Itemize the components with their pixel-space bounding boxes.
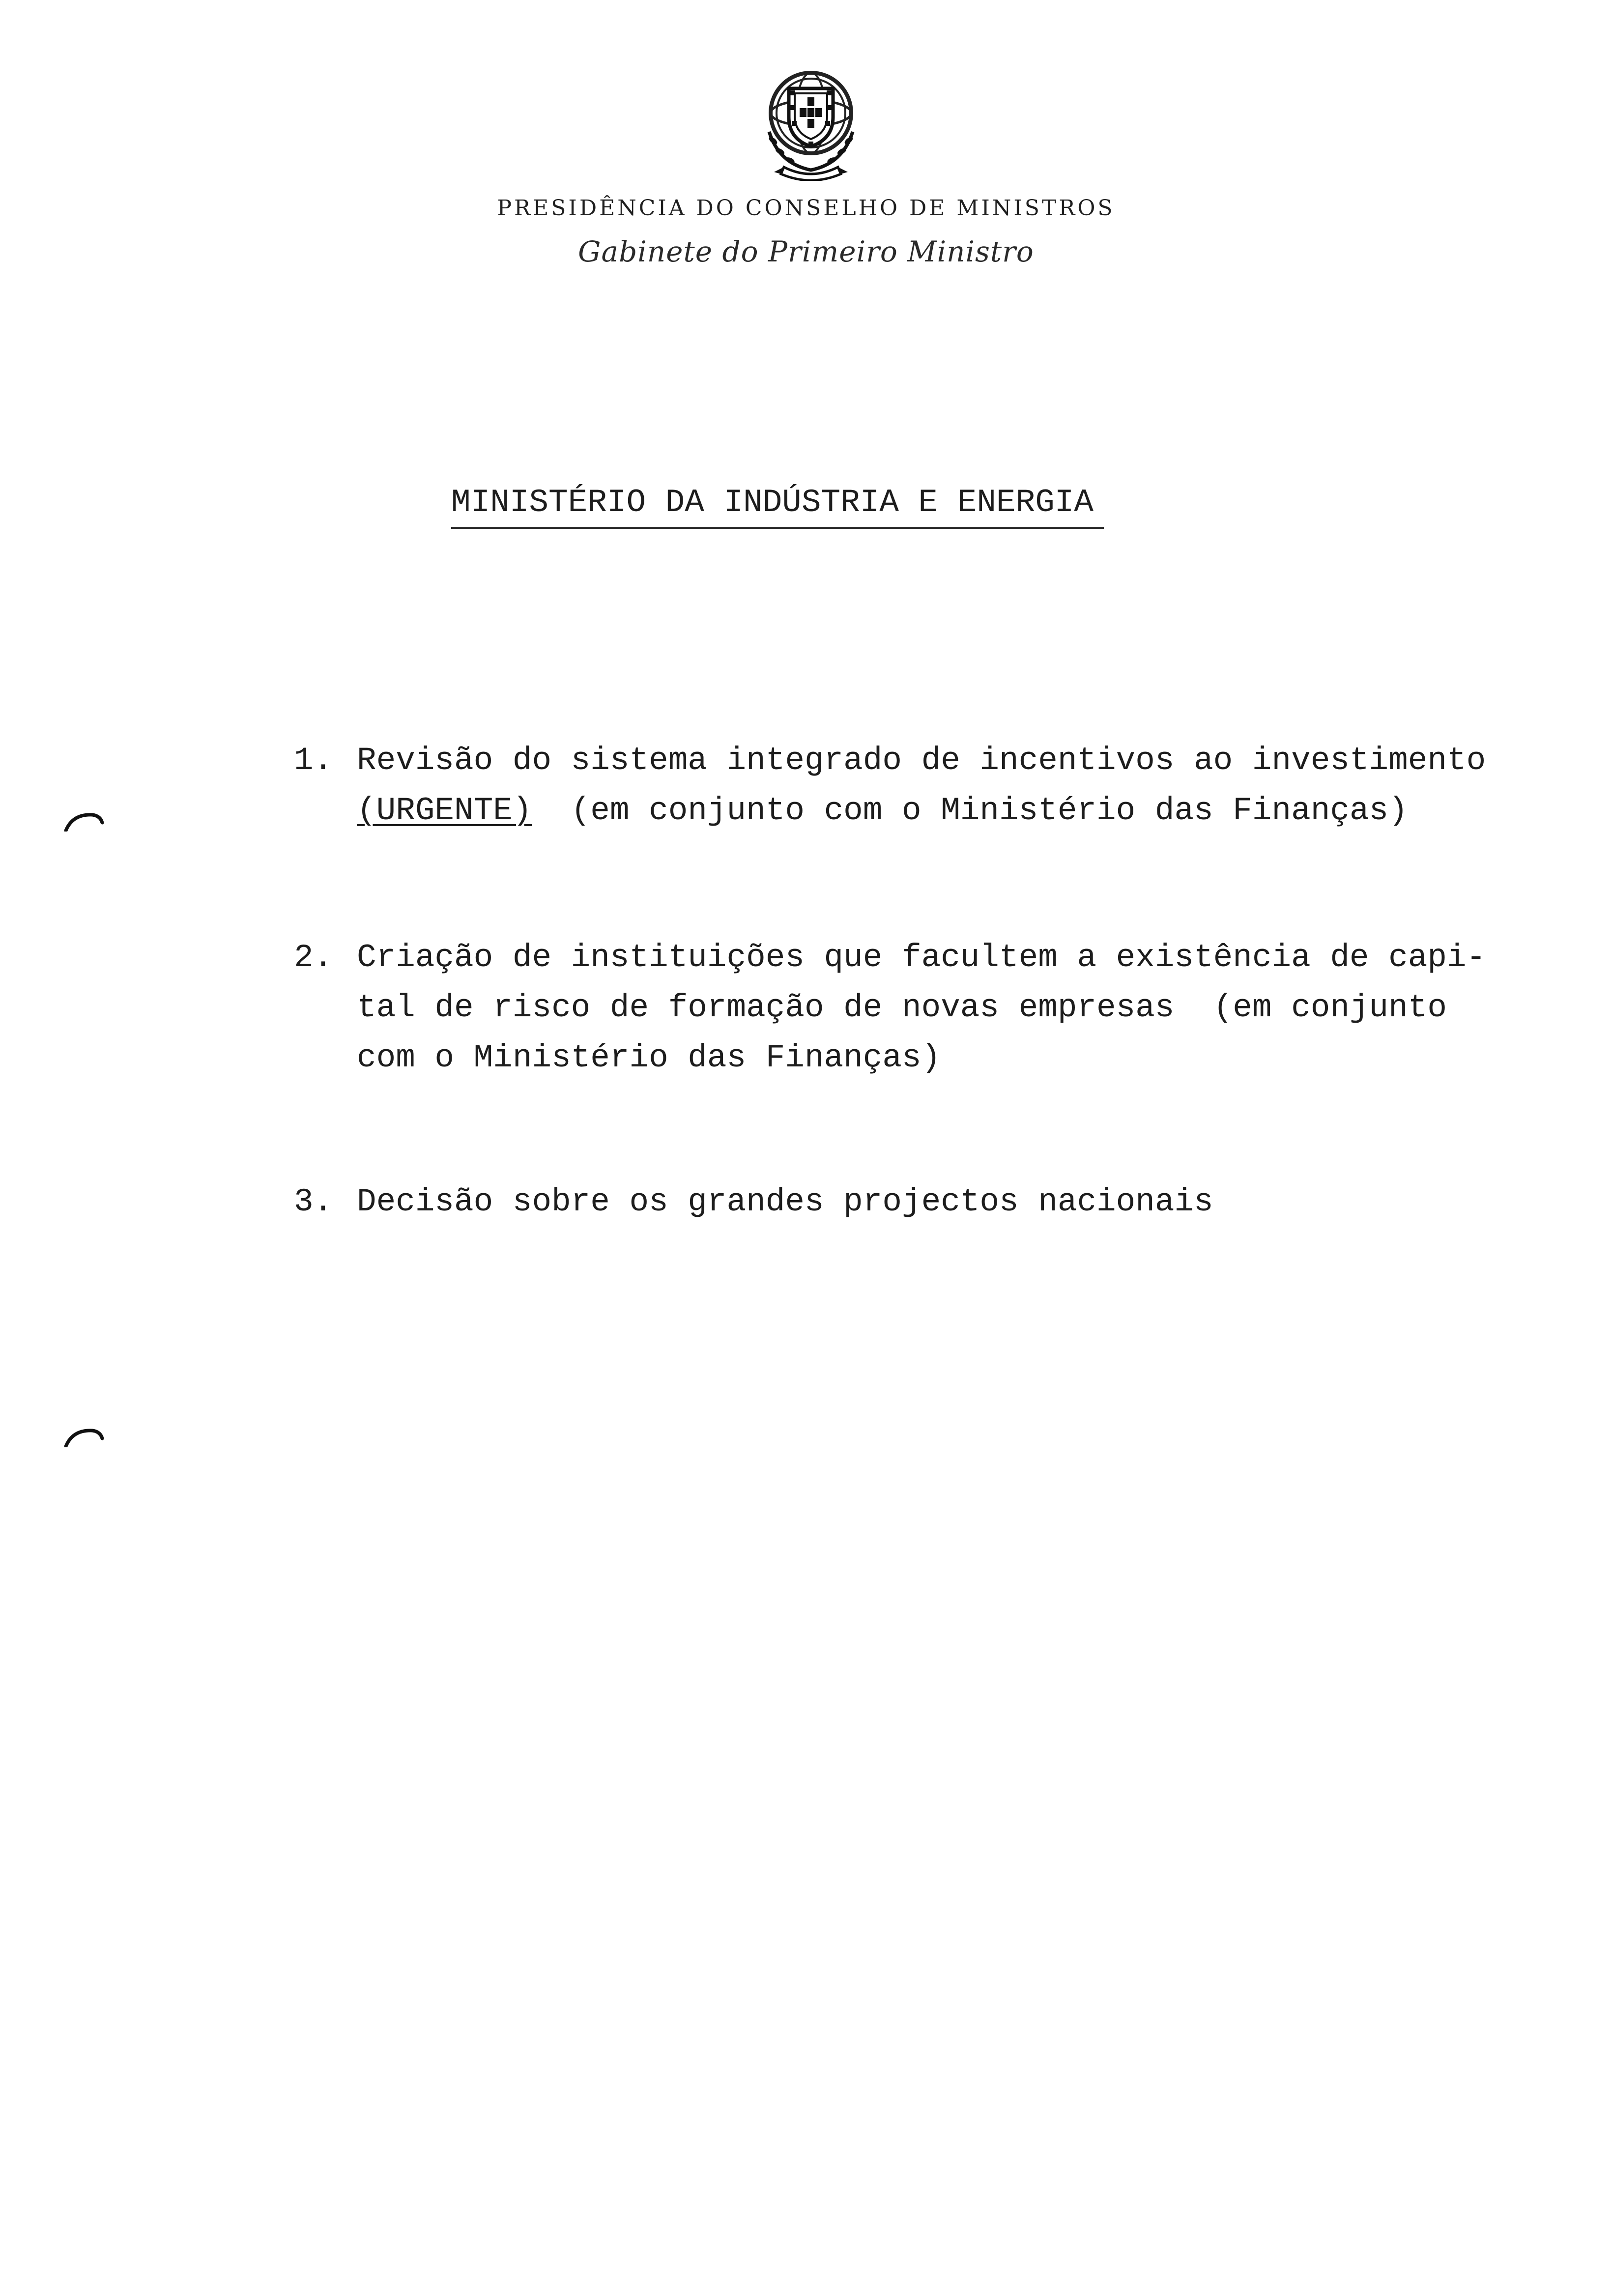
list-item [294, 933, 1523, 1090]
cabinet-name: Gabinete do Primeiro Ministro [578, 235, 1034, 268]
punch-hole-mark [63, 812, 104, 832]
ministry-heading: MINISTÉRIO DA INDÚSTRIA E ENERGIA [451, 484, 1094, 521]
list-item [294, 1177, 1523, 1231]
item-line: Criação de instituições que facultem a existência de capi- [357, 939, 1486, 976]
item-number: 1. [294, 742, 333, 779]
item-line [357, 786, 1408, 836]
item-number: 3. [294, 1183, 333, 1220]
punch-hole-mark [63, 1428, 104, 1447]
urgent-label: (URGENTE) [357, 792, 532, 829]
office-name: PRESIDÊNCIA DO CONSELHO DE MINISTROS [497, 196, 1115, 221]
item-line: Revisão do sistema integrado de incentivos ao investimento [357, 742, 1486, 779]
item-line: Decisão sobre os grandes projectos nacionais [357, 1183, 1213, 1220]
item-line-rest: (em conjunto com o Ministério das Finanças) [532, 792, 1408, 829]
heading-underline [451, 527, 1104, 529]
item-number: 2. [294, 939, 333, 976]
portuguese-coat-of-arms-icon [754, 58, 867, 181]
item-line: tal de risco de formação de novas empresas (em conjunto [357, 989, 1447, 1026]
item-line: com o Ministério das Finanças) [357, 1039, 941, 1076]
list-item [294, 736, 1523, 844]
